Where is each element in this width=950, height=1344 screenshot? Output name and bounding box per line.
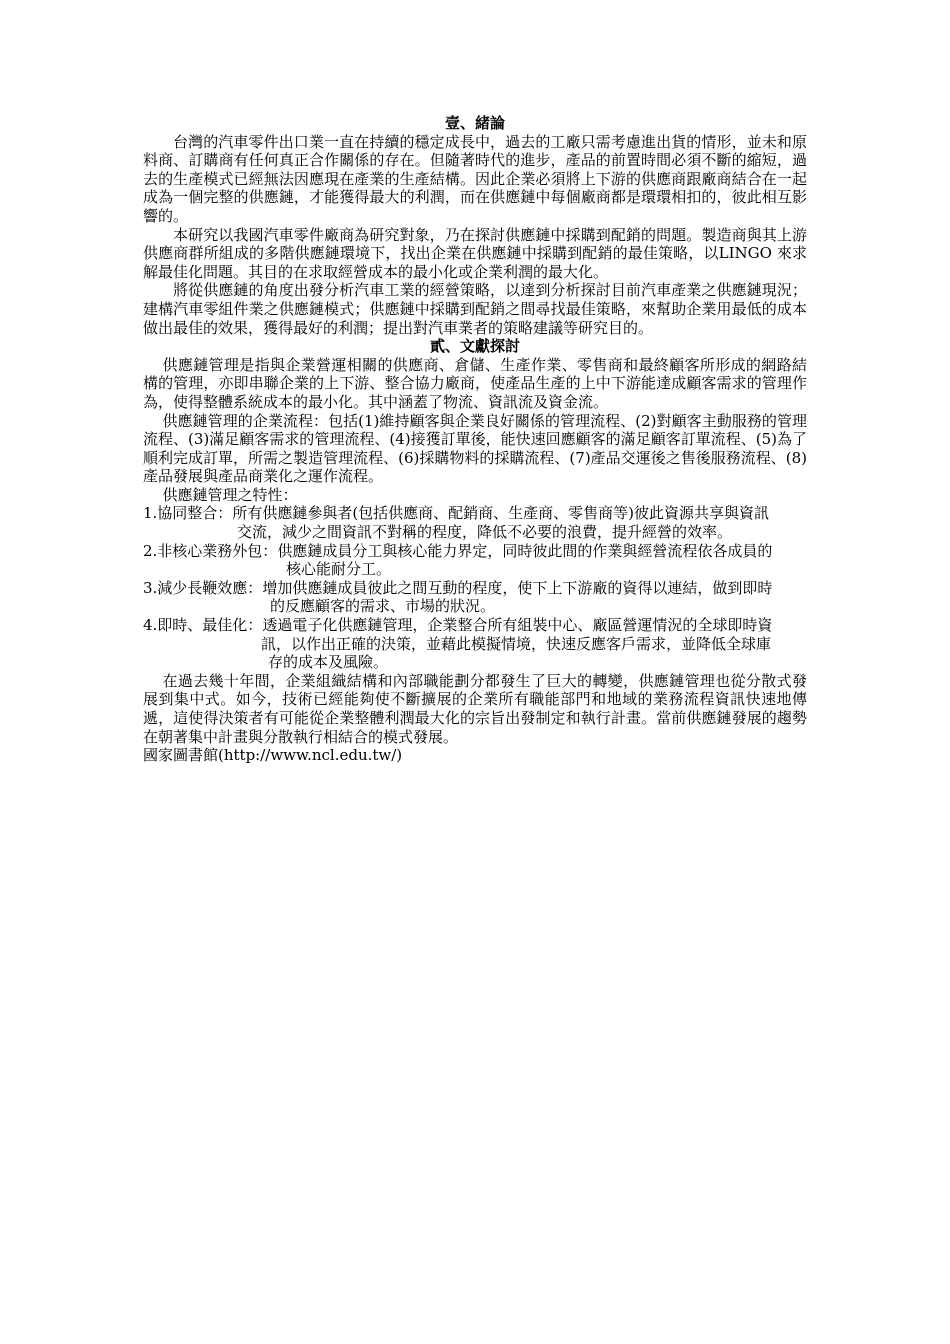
list-item-continuation: 核心能耐分工。 bbox=[286, 560, 392, 579]
document-page bbox=[143, 114, 807, 765]
closing-paragraph: 在過去幾十年間，企業組織結構和內部職能劃分都發生了巨大的轉變，供應鏈管理也從分散式發展到集中式。如今，技術已經能夠使不斷擴展的企業所有職能部門和地域的業務流程資訊快速地傳遞，這使得決策者有可能從企業整體利潤最大化的宗旨出發制定和執行計畫。當前供應鏈發展的趨勢在朝著集中計畫與分散執行相結合的模式發展。 bbox=[143, 671, 807, 746]
section-heading-literature-review: 貳、文獻探討 bbox=[429, 337, 520, 356]
list-item-desc: 供應鏈成員分工與核心能力界定，同時彼此間的作業與經營流程依各成員的 bbox=[277, 541, 773, 560]
source-citation: 國家圖書館(http://www.ncl.edu.tw/) bbox=[143, 746, 403, 765]
list-item bbox=[143, 504, 807, 523]
list-item-continuation: 存的成本及風險。 bbox=[268, 653, 389, 672]
list-item-term: 2.非核心業務外包： bbox=[143, 541, 278, 560]
list-item-continuation: 交流，減少之間資訊不對稱的程度，降低不必要的浪費，提升經營的效率。 bbox=[237, 523, 733, 542]
list-item-desc: 透過電子化供應鏈管理，企業整合所有組裝中心、廠區營運情況的全球即時資 bbox=[262, 616, 773, 635]
section-heading-introduction: 壹、緒論 bbox=[444, 114, 505, 132]
characteristics-intro: 供應鏈管理之特性： bbox=[162, 485, 298, 504]
list-item bbox=[143, 542, 807, 561]
list-item-term: 4.即時、最佳化： bbox=[143, 616, 263, 635]
list-item-desc: 所有供應鏈參與者(包括供應商、配銷商、生產商、零售商等)彼此資源共享與資訊 bbox=[232, 504, 770, 523]
list-item-continuation: 的反應顧客的需求、市場的狀況。 bbox=[270, 597, 496, 616]
list-item-term: 3.減少長鞭效應： bbox=[143, 578, 263, 597]
literature-paragraph-1: 供應鏈管理是指與企業營運相關的供應商、倉儲、生產作業、零售商和最終顧客所形成的網路結構的管理，亦即串聯企業的上下游、整合協力廠商，使產品生產的上中下游能達成顧客需求的管理作為，使得整體系統成本的最小化。其中涵蓋了物流、資訊流及資金流。 bbox=[143, 355, 807, 411]
list-item bbox=[143, 579, 807, 598]
list-item-desc: 增加供應鏈成員彼此之間互動的程度，使下上下游廠的資得以連結，做到即時 bbox=[262, 578, 773, 597]
literature-paragraph-2: 供應鏈管理的企業流程：包括(1)維持顧客與企業良好關係的管理流程、(2)對顧客主動服務的管理流程、(3)滿足顧客需求的管理流程、(4)接獲訂單後，能快速回應顧客的滿足顧客訂單流程、(5)為了順利完成訂單，所需之製造管理流程、(6)採購物料的採購流程、(7)產品交運後之售後服務流程、(8)產品發展與產品商業化之運作流程。 bbox=[143, 411, 807, 486]
list-item-term: 1.協同整合： bbox=[143, 504, 233, 523]
introduction-paragraph-1: 台灣的汽車零件出口業一直在持續的穩定成長中，過去的工廠只需考慮進出貨的情形，並未和原料商、訂購商有任何真正合作關係的存在。但隨著時代的進步，產品的前置時間必須不斷的縮短，過去的生產模式已經無法因應現在產業的生產結構。因此企業必須將上下游的供應商跟廠商結合在一起成為一個完整的供應鏈，才能獲得最大的利潤，而在供應鏈中每個廠商都是環環相扣的，彼此相互影響的。 bbox=[143, 132, 807, 225]
introduction-paragraph-2: 本研究以我國汽車零件廠商為研究對象，乃在探討供應鏈中採購到配銷的問題。製造商與其上游供應商群所組成的多階供應鏈環境下，找出企業在供應鏈中採購到配銷的最佳策略，以LINGO 來求解最佳化問題。其目的在求取經營成本的最小化或企業利潤的最大化。 bbox=[143, 225, 807, 281]
list-item bbox=[143, 616, 807, 635]
characteristics-list bbox=[143, 504, 807, 671]
introduction-paragraph-3: 將從供應鏈的角度出發分析汽車工業的經營策略，以達到分析探討目前汽車產業之供應鏈現況；建構汽車零組件業之供應鏈模式；供應鏈中採購到配銷之間尋找最佳策略，來幫助企業用最低的成本做出最佳的效果，獲得最好的利潤；提出對汽車業者的策略建議等研究目的。 bbox=[143, 281, 807, 337]
list-item-desc-line-2: 訊，以作出正確的決策，並藉此模擬情境，快速反應客戶需求，並降低全球庫 bbox=[261, 634, 772, 653]
